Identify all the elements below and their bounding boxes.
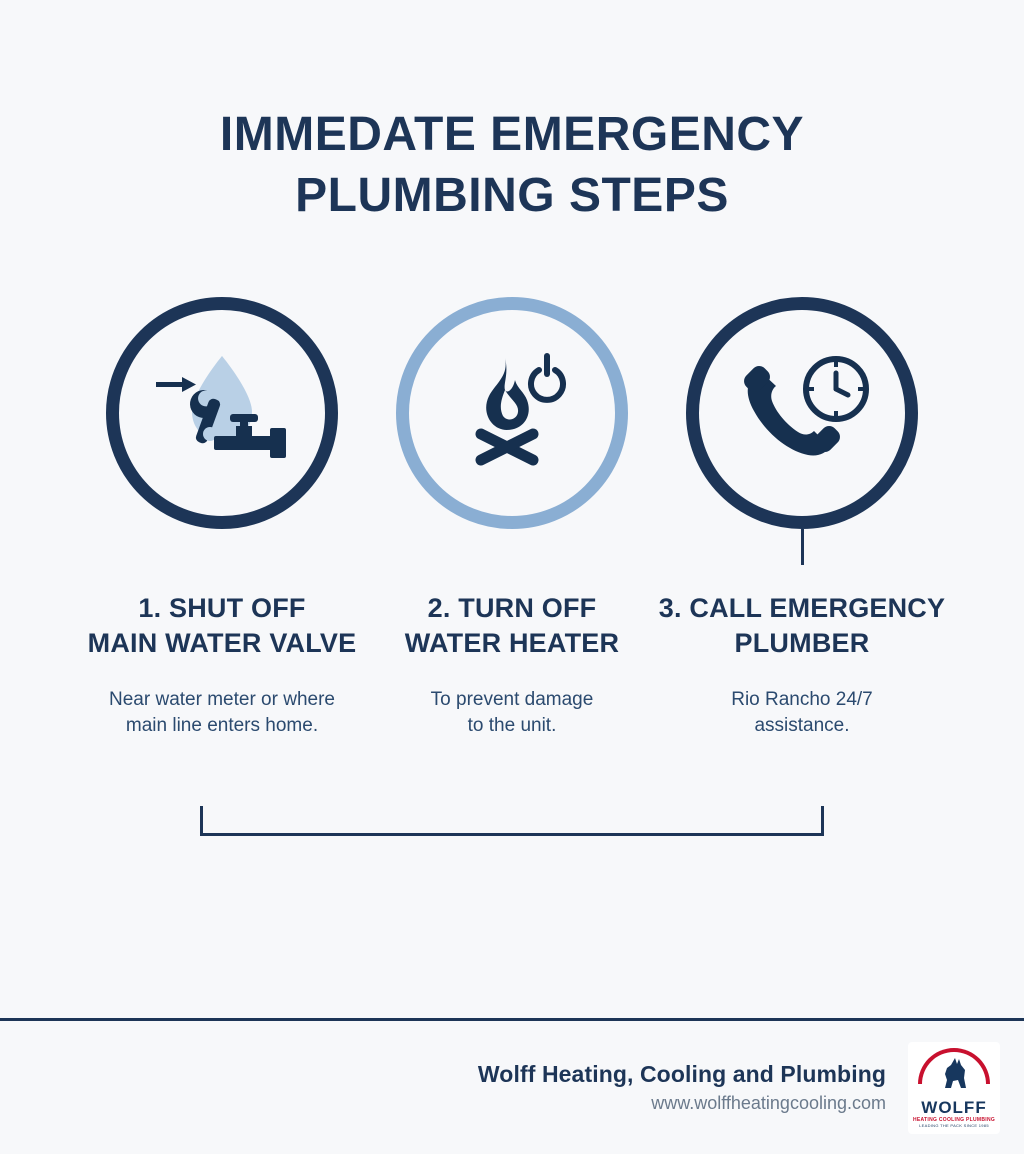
water-droplet-valve-icon: [152, 350, 292, 475]
step-2-heading: [405, 591, 619, 663]
step-2-circle: [396, 297, 628, 529]
page-title: [0, 104, 1024, 227]
steps-row: [0, 297, 1024, 740]
step-2-description: [431, 687, 594, 740]
bracket-tick-right: [821, 806, 824, 836]
bracket-bar: [200, 833, 824, 836]
wolff-logo: [908, 1042, 1000, 1134]
logo-subtagline: LEADING THE PACK SINCE 1985: [919, 1122, 989, 1128]
title-line-1: IMMEDATE EMERGENCY: [219, 108, 805, 161]
step-1-heading-line-1: 1. SHUT OFF: [138, 592, 306, 623]
bracket-tick-left: [200, 806, 203, 836]
footer-website-url[interactable]: www.wolffheatingcooling.com: [651, 1093, 886, 1113]
step-3-heading-line-1: 3. CALL EMERGENCY: [658, 592, 946, 623]
step-3: [657, 297, 947, 740]
step-3-desc-line-2: assistance.: [754, 715, 850, 737]
logo-wordmark: WOLFF: [921, 1097, 987, 1117]
logo-tagline: HEATING COOLING PLUMBING: [912, 1116, 996, 1123]
step-3-connector: [801, 529, 804, 565]
step-1-description: [109, 687, 335, 740]
step-2-heading-line-2: WATER HEATER: [404, 627, 620, 658]
step-1-circle: [106, 297, 338, 529]
howling-wolf-icon: [941, 1056, 967, 1090]
step-2: [367, 297, 657, 740]
footer-company-name: Wolff Heating, Cooling and Plumbing: [477, 1061, 886, 1087]
step-2-desc-line-2: to the unit.: [467, 715, 557, 737]
step-1-heading: [88, 591, 357, 663]
footer-text: [478, 1061, 886, 1114]
step-2-heading-line-1: 2. TURN OFF: [427, 592, 597, 623]
step-3-description: [731, 687, 873, 740]
step-1-desc-line-2: main line enters home.: [125, 715, 319, 737]
bottom-bracket: [200, 800, 824, 836]
footer: [0, 1018, 1024, 1154]
step-3-circle: [686, 297, 918, 529]
step-1-desc-line-1: Near water meter or where: [109, 688, 335, 710]
step-1: [77, 297, 367, 740]
flame-power-off-icon: [447, 350, 577, 475]
step-2-desc-line-1: To prevent damage: [430, 688, 594, 710]
step-1-heading-line-2: MAIN WATER VALVE: [87, 627, 357, 658]
title-line-2: PLUMBING STEPS: [295, 169, 729, 223]
phone-clock-icon: [732, 353, 872, 473]
step-3-desc-line-1: Rio Rancho 24/7: [731, 688, 873, 710]
step-3-heading: [659, 591, 945, 663]
step-3-heading-line-2: PLUMBER: [734, 627, 870, 658]
